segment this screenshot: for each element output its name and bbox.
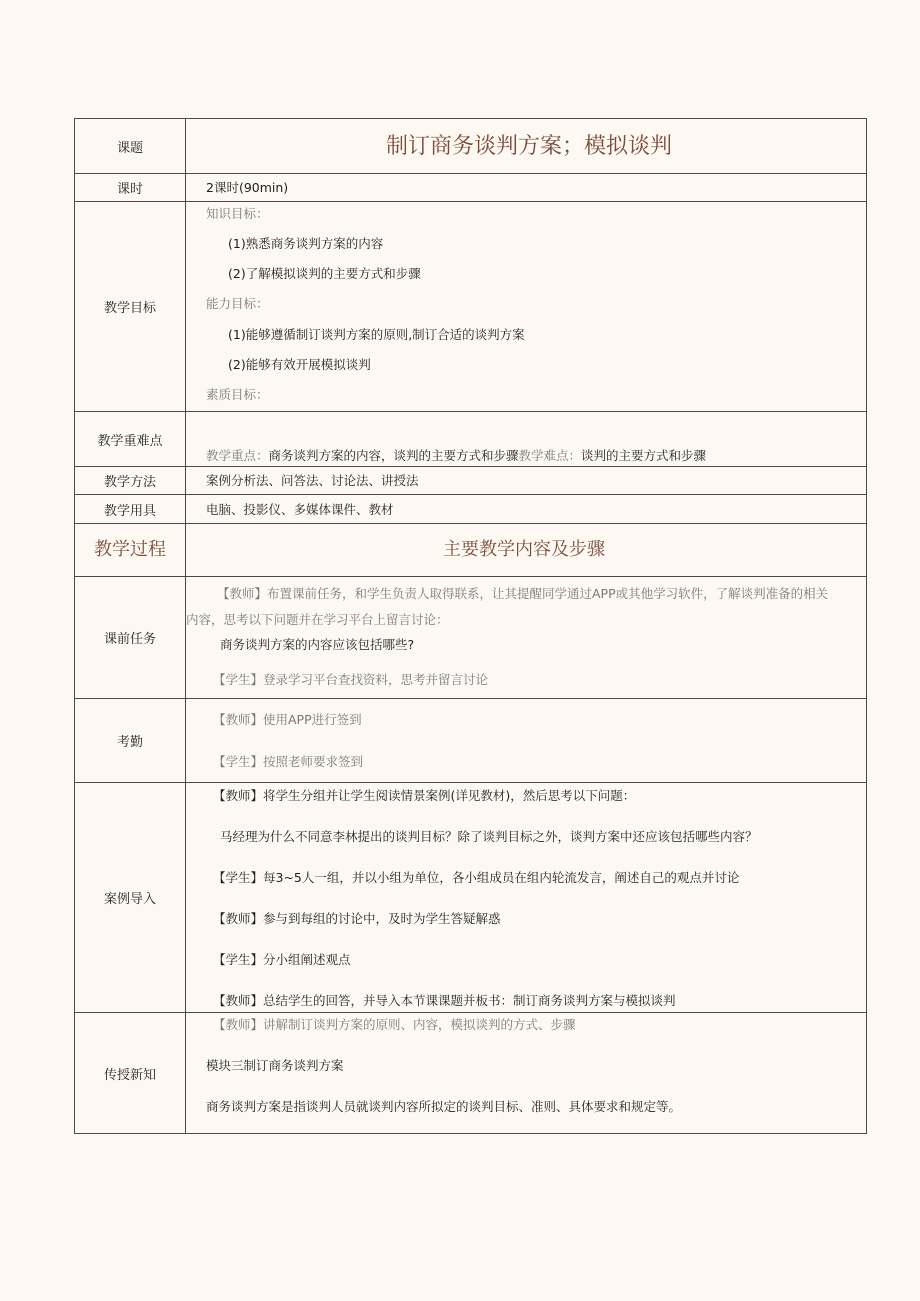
hours-label: 课时 — [75, 174, 186, 201]
row-new-knowledge — [75, 1013, 866, 1133]
attendance-label: 考勤 — [75, 699, 186, 782]
key-text: 商务谈判方案的内容，谈判的主要方式和步骤 — [268, 448, 519, 463]
process-header-left-cell — [75, 524, 186, 576]
pre-class-line: 商务谈判方案的内容应该包括哪些? — [220, 637, 415, 652]
methods-label: 教学方法 — [75, 467, 186, 494]
process-header-left: 教学过程 — [94, 539, 166, 560]
attendance-line: 【学生】按照老师要求签到 — [213, 754, 364, 769]
ability-item: (2)能够有效开展模拟谈判 — [228, 357, 371, 372]
pre-class-line: 【学生】登录学习平台查找资料，思考并留言讨论 — [213, 672, 489, 687]
tools-value: 电脑、投影仪、多媒体课件、教材 — [206, 502, 394, 517]
knowledge-title: 知识目标： — [206, 206, 269, 221]
methods-value: 案例分析法、问答法、讨论法、讲授法 — [206, 473, 419, 488]
row-objectives — [75, 202, 866, 412]
key-points-label: 教学重难点 — [75, 412, 186, 466]
case-intro-line: 【教师】总结学生的回答，并导入本节课课题并板书：制订商务谈判方案与模拟谈判 — [213, 993, 676, 1008]
quality-title: 素质目标： — [206, 387, 269, 402]
key-points-text — [206, 448, 706, 464]
new-knowledge-line: 【教师】讲解制订谈判方案的原则、内容，模拟谈判的方式、步骤 — [213, 1017, 576, 1032]
pre-class-line: 内容，思考以下问题并在学习平台上留言讨论： — [186, 612, 449, 627]
lesson-plan-table — [74, 118, 867, 1134]
tools-label: 教学用具 — [75, 495, 186, 523]
case-intro-line: 马经理为什么不同意李林提出的谈判目标？除了谈判目标之外，谈判方案中还应该包括哪些内容？ — [220, 829, 758, 844]
case-intro-label: 案例导入 — [75, 783, 186, 1012]
pre-class-label: 课前任务 — [75, 577, 186, 698]
case-intro-line: 【教师】将学生分组并让学生阅读情景案例(详见教材)，然后思考以下问题： — [213, 788, 636, 803]
row-methods — [75, 467, 866, 495]
row-case-intro — [75, 783, 866, 1013]
difficulty-tag: 教学难点： — [518, 448, 582, 463]
difficulty-text: 谈判的主要方式和步骤 — [581, 448, 707, 463]
row-attendance — [75, 699, 866, 783]
knowledge-item: (1)熟悉商务谈判方案的内容 — [228, 236, 384, 251]
case-intro-line: 【学生】每3~5人一组，并以小组为单位，各小组成员在组内轮流发言，阐述自己的观点并讨论 — [213, 870, 740, 885]
row-tools — [75, 495, 866, 524]
subject-title: 制订商务谈判方案；模拟谈判 — [386, 134, 673, 159]
objectives-label: 教学目标 — [75, 202, 186, 411]
row-process-header — [75, 524, 866, 577]
row-key-points — [75, 412, 866, 467]
new-knowledge-label: 传授新知 — [75, 1013, 186, 1133]
case-intro-line: 【学生】分小组阐述观点 — [213, 952, 351, 967]
ability-title: 能力目标： — [206, 296, 269, 311]
new-knowledge-line: 商务谈判方案是指谈判人员就谈判内容所拟定的谈判目标、准则、具体要求和规定等。 — [206, 1099, 682, 1114]
subject-label: 课题 — [75, 119, 186, 173]
process-header-right: 主要教学内容及步骤 — [443, 539, 605, 560]
pre-class-line: 【教师】布置课前任务，和学生负责人取得联系，让其提醒同学通过APP或其他学习软件，了解谈判准备的相关 — [217, 586, 829, 601]
knowledge-item: (2)了解模拟谈判的主要方式和步骤 — [228, 266, 421, 281]
row-subject — [75, 119, 866, 174]
ability-item: (1)能够遵循制订谈判方案的原则,制订合适的谈判方案 — [228, 327, 525, 342]
new-knowledge-line: 模块三制订商务谈判方案 — [206, 1058, 344, 1073]
row-hours — [75, 174, 866, 202]
attendance-line: 【教师】使用APP进行签到 — [213, 712, 362, 727]
row-pre-class — [75, 577, 866, 699]
key-tag: 教学重点： — [206, 448, 269, 463]
hours-value: 2课时(90min) — [206, 180, 289, 195]
case-intro-line: 【教师】参与到每组的讨论中，及时为学生答疑解惑 — [213, 911, 501, 926]
